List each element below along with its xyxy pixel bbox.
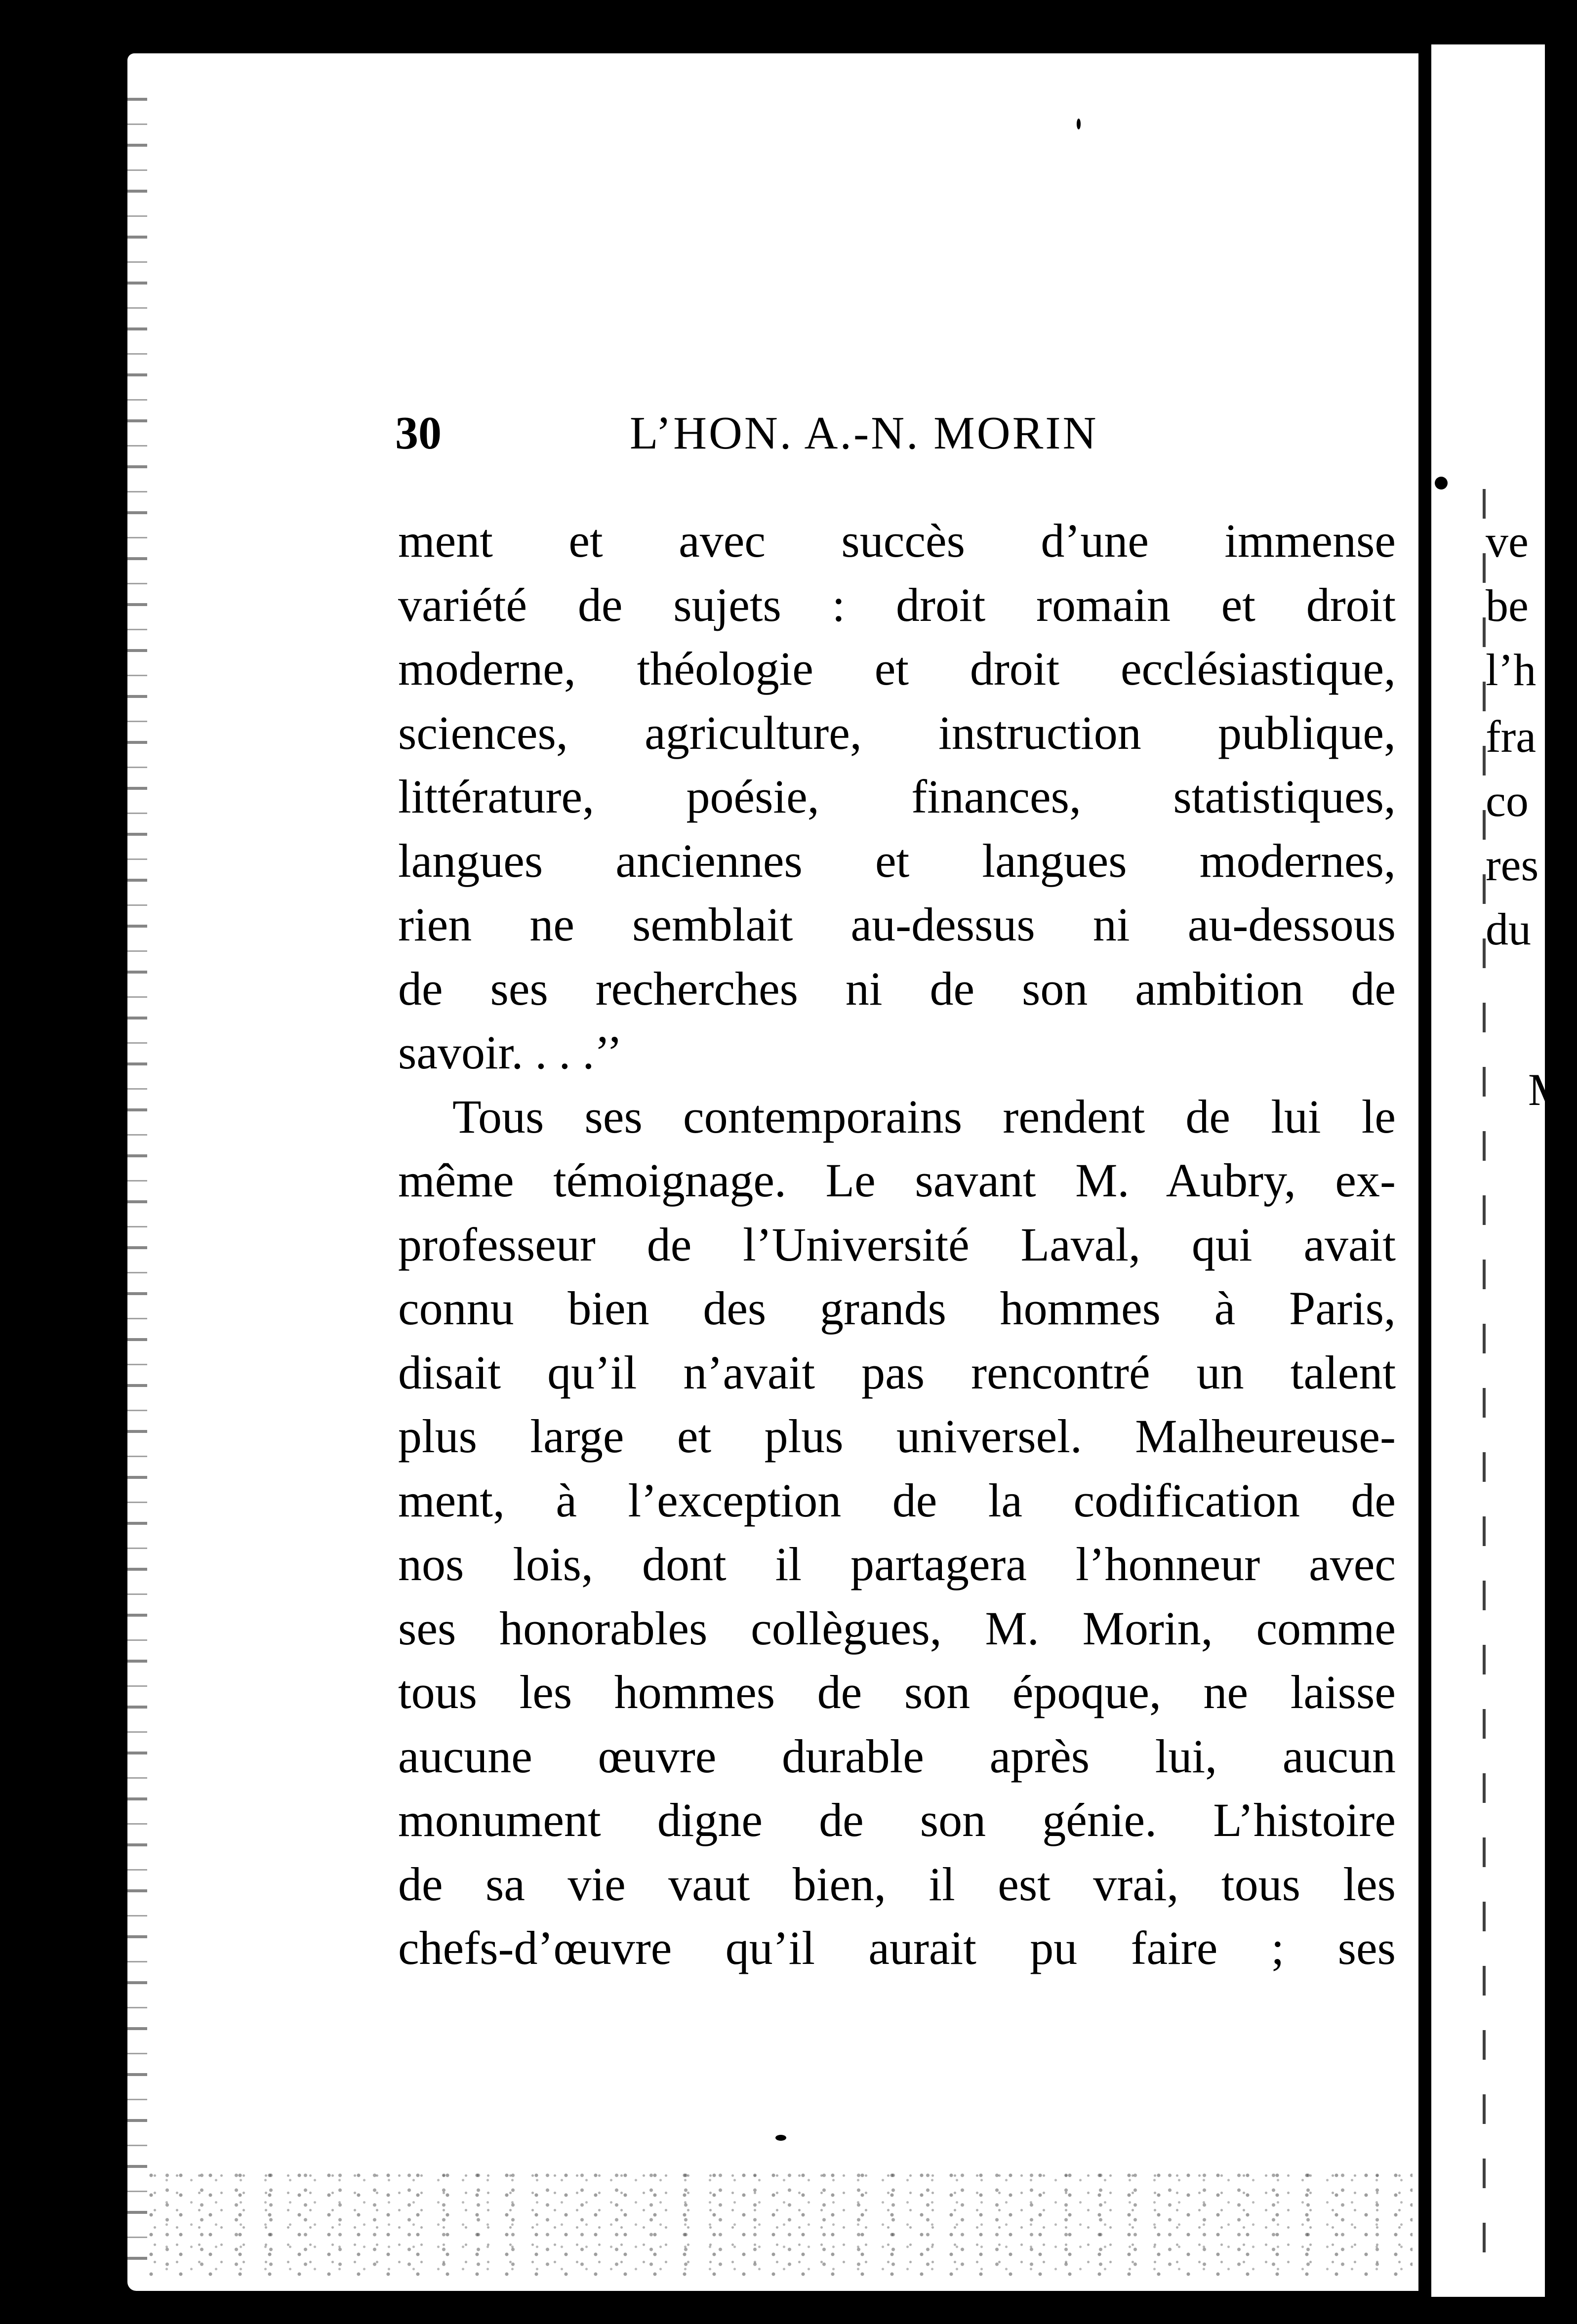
text-line: variété de sujets : droit romain et droit <box>398 578 1396 631</box>
text-line: nos lois, dont il partagera l’honneur avec <box>398 1538 1396 1590</box>
facing-fragment: be <box>1486 580 1529 631</box>
body-text <box>398 509 1396 1980</box>
text-line: même témoignage. Le savant M. Aubry, ex- <box>398 1154 1396 1207</box>
text-line: de sa vie vaut bien, il est vrai, tous les <box>398 1857 1396 1911</box>
page-gutter-edge <box>127 79 147 2272</box>
text-line: Tous ses contemporains rendent de lui le <box>452 1090 1396 1143</box>
facing-fragment: M <box>1528 1064 1569 1115</box>
text-line: monument digne de son génie. L’histoire <box>398 1794 1396 1846</box>
facing-fragment: res <box>1486 840 1539 890</box>
text-line: ses honorables collègues, M. Morin, comme <box>398 1601 1396 1655</box>
page-number: 30 <box>395 408 442 459</box>
facing-fragment: fra <box>1486 711 1537 762</box>
text-line: professeur de l’Université Laval, qui avait <box>398 1218 1396 1271</box>
text-line: littérature, poésie, finances, statistiques, <box>398 770 1396 823</box>
text-line: langues anciennes et langues modernes, <box>398 834 1396 887</box>
ink-speck <box>1077 119 1081 129</box>
facing-fragment: co <box>1486 775 1529 826</box>
text-line: de ses recherches ni de son ambition de <box>398 962 1396 1015</box>
ink-speck <box>1435 477 1448 489</box>
text-line: disait qu’il n’avait pas rencontré un talent <box>398 1345 1396 1399</box>
ink-speck <box>775 2135 786 2141</box>
text-line: ment et avec succès d’une immense <box>398 514 1396 567</box>
facing-page <box>1431 44 1569 2297</box>
facing-fragment: l’h <box>1486 645 1537 695</box>
text-line: tous les hommes de son époque, ne laisse <box>398 1666 1396 1718</box>
running-title: L’HON. A.-N. MORIN <box>630 408 1098 459</box>
text-line: aucune œuvre durable après lui, aucun <box>398 1729 1396 1783</box>
running-head <box>395 410 1398 464</box>
paragraph <box>398 509 1396 1085</box>
facing-page-rule <box>1483 489 1486 2277</box>
facing-fragment: ve <box>1486 516 1529 567</box>
text-line: sciences, agriculture, instruction publique, <box>398 706 1396 759</box>
text-line: rien ne semblait au-dessus ni au-dessous <box>398 898 1396 951</box>
text-line: ment, à l’exception de la codification de <box>398 1473 1396 1527</box>
scan-noise <box>148 2163 1413 2277</box>
text-line: moderne, théologie et droit ecclésiastique, <box>398 642 1396 695</box>
text-line: savoir. . . .’’ <box>398 1026 623 1079</box>
text-line: chefs-d’œuvre qu’il aurait pu faire ; ses <box>398 1921 1396 1974</box>
paragraph <box>398 1085 1396 1980</box>
text-line: plus large et plus universel. Malheureuse- <box>398 1410 1396 1463</box>
book-binding <box>1418 49 1431 2302</box>
facing-fragment: du <box>1486 904 1531 954</box>
text-line: connu bien des grands hommes à Paris, <box>398 1282 1396 1335</box>
